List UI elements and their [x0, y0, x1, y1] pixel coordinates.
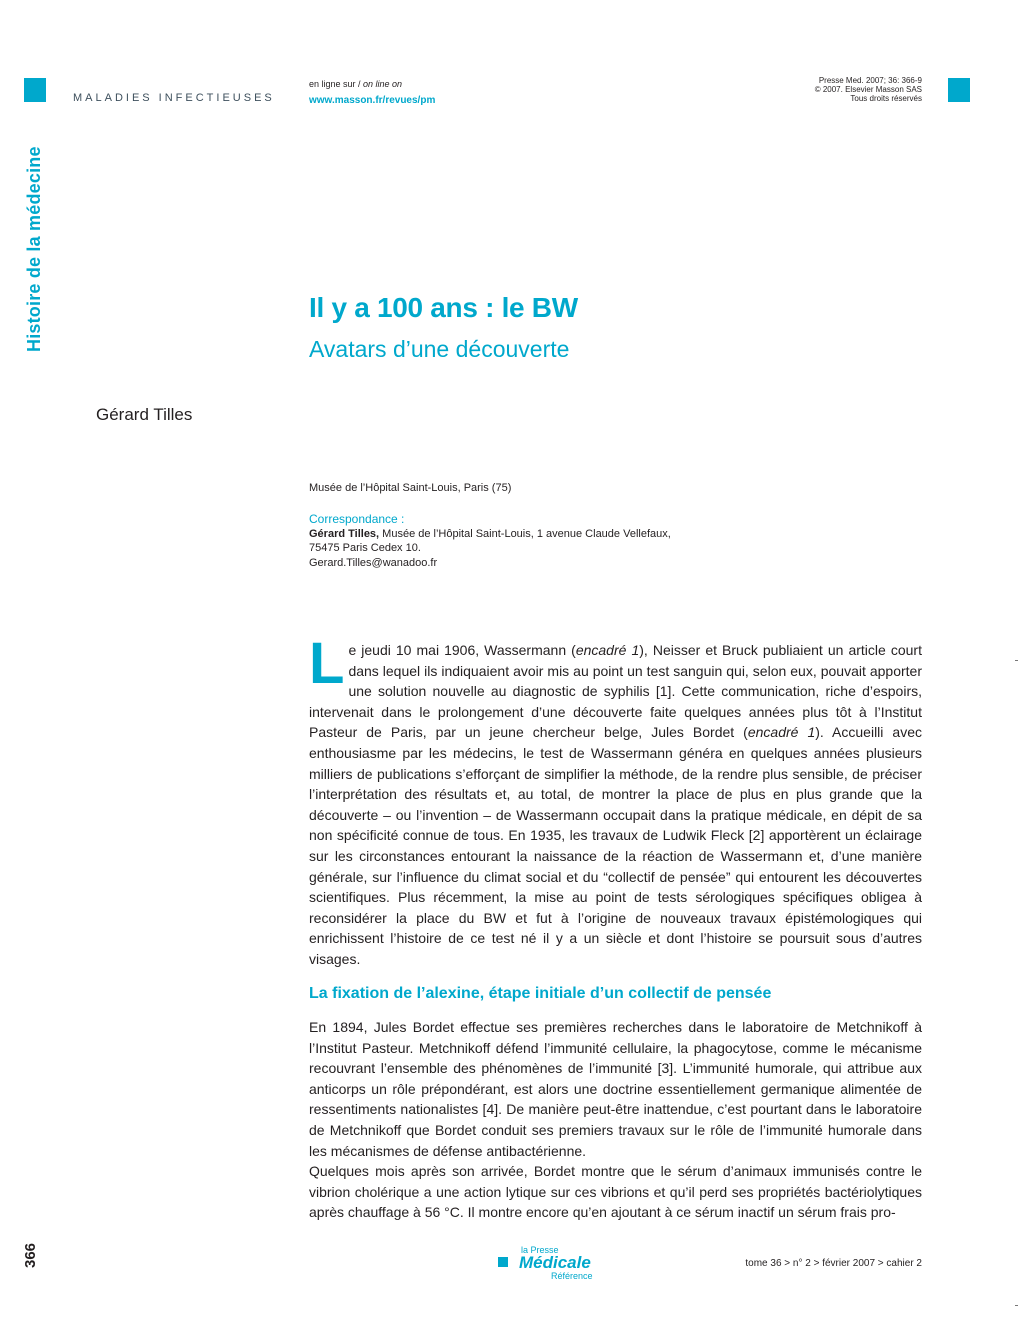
page-number: 366 [22, 1242, 39, 1268]
box-reference: encadré 1 [747, 724, 816, 741]
paragraph: En 1894, Jules Bordet effectue ses premières recherches dans le laboratoire de Metchnikoff à l’Institut Pasteur. Metchnikoff défend l’immunité cellulaire, la phagocytose, comme le mécanisme recouvrant l’ensemble des phénomènes de l’immunité [3]. L’immunité humorale, qui attribue aux anticorps un rôle prépondérant, est alors une doctrine essentiellement germanique alimentée de ressentiments nationalistes [4]. De manière peut-être inattendue, c’est pourtant dans le laboratoire de Metchnikoff que Bordet conduit ses premiers travaux sur le rôle de l’immunité humorale dans les mécanismes de défense antibactérienne. [309, 1019, 922, 1159]
rights-line: Tous droits réservés [850, 94, 922, 103]
online-info [309, 78, 435, 107]
text-span: e jeudi 10 mai 1906, Wassermann ( [348, 642, 576, 658]
logo-line-3: Référence [551, 1271, 593, 1281]
author-name: Gérard Tilles [96, 405, 193, 424]
drop-cap: L [309, 631, 345, 696]
text-span: ). Accueilli avec enthousiasme par les médecins, le test de Wassermann généra en quelques années plusieurs milliers de publications s’efforçant de simplifier la méthode, de la rendre plus sensible, de préciser l’interprétation des résultats et, au total, de montrer la place de plus en plus grande que la découverte – ou l’invention – de Wassermann occupait dans la pratique médicale, en dépit de sa non spécificité connue de tous. En 1935, les travaux de Ludwik Fleck [2] apportèrent un éclairage sur les circonstances entourant la naissance de la réaction de Wassermann et, d’une manière générale, sur l’influence du climat social et du “collectif de pensée” qui entourent les découvertes scientifiques. Plus récemment, la mise au point de tests sérologiques spécifiques obligea à reconsidérer la place du BW et fut à l’origine de nouveaux travaux épistémologiques qui enrichissent l’histoire de ce test né il y a un siècle et dont l’histoire se poursuit sous d’autres visages. [309, 724, 922, 967]
margin-tick [1015, 660, 1018, 661]
citation-line: Presse Med. 2007; 36: 366-9 [818, 76, 922, 85]
paragraph: Quelques mois après son arrivée, Bordet montre que le sérum d’animaux immunisés contre le vibrion cholérique a une action lytique sur ces vibrions et qu’il perd ses propriétés bactériolytiques après chauffage à 56 °C. Il montre encore qu’en ajoutant à ce sérum inactif un sérum frais pro- [309, 1163, 922, 1221]
corner-square-left [24, 78, 46, 102]
journal-url[interactable]: www.masson.fr/revues/pm [309, 95, 436, 106]
article-title: Il y a 100 ans : le BW [309, 292, 578, 323]
intro-paragraph-block [309, 631, 922, 970]
correspondence-address: Musée de l’Hôpital Saint-Louis, 1 avenue Claude Vellefaux, [379, 527, 671, 540]
correspondence-city: 75475 Paris Cedex 10. [309, 542, 421, 554]
online-italic: on line on [363, 79, 403, 89]
affiliation: Musée de l’Hôpital Saint-Louis, Paris (75) [309, 482, 512, 494]
article-subtitle: Avatars d’une découverte [309, 336, 570, 362]
correspondence-label: Correspondance : [309, 512, 405, 526]
correspondence-address-line [309, 527, 729, 542]
correspondence-block [309, 512, 729, 570]
corner-square-right [948, 78, 970, 102]
correspondence-email[interactable]: Gerard.Tilles@wanadoo.fr [309, 556, 438, 569]
logo-square [498, 1257, 508, 1267]
logo-line-1: la Presse [521, 1245, 559, 1255]
issue-info: tome 36 > n° 2 > février 2007 > cahier 2 [745, 1258, 922, 1269]
online-prefix: en ligne sur / [309, 79, 364, 89]
logo-line-2: Médicale [519, 1253, 591, 1272]
paragraph-intro [309, 631, 922, 970]
correspondence-name: Gérard Tilles, [309, 527, 380, 540]
margin-tick [1015, 1305, 1018, 1306]
section-label: MALADIES INFECTIEUSES [73, 92, 275, 104]
citation-block [672, 76, 922, 103]
vertical-section-title: Histoire de la médecine [24, 146, 44, 352]
text-span: ), Neisser et Bruck publiaient un article court dans lequel ils indiquaient avoir mis au point un test sanguin qui, selon eux, pouvait apporter une solution nouvelle au diagnostic de syphilis [1]. Cette communication, riche d’espoirs, intervenait dans le prolongement d’une découverte faite quelques années plus tôt à l’Institut Pasteur de Paris, par un jeune chercheur belge, Jules Bordet ( [309, 642, 922, 741]
section-body [309, 1017, 922, 1223]
copyright-line: © 2007. Elsevier Masson SAS [814, 85, 922, 94]
box-reference: encadré 1 [575, 642, 640, 658]
section-heading: La fixation de l’alexine, étape initiale d’un collectif de pensée [309, 985, 772, 1002]
